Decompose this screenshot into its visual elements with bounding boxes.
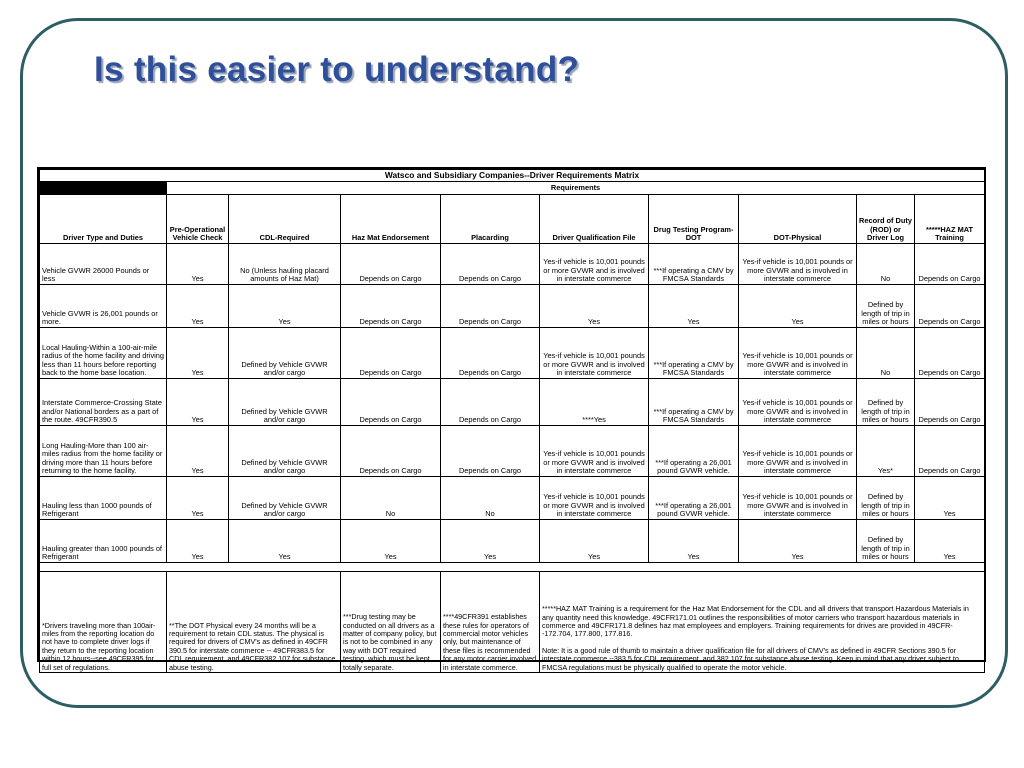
table-cell: Yes [649, 285, 739, 328]
table-cell: Yes [167, 477, 229, 520]
table-row [40, 379, 985, 426]
footnote-1: *Drivers traveling more than 100air-miles from the reporting location do not have to complete driver logs if they return to the reporting location within 12 hours--see 49CFR395 for full set of regulations. [40, 572, 167, 673]
table-cell: Yes-if vehicle is 10,001 pounds or more GVWR and is involved in interstate commerce [540, 244, 649, 285]
requirements-row [40, 182, 985, 195]
footnotes-row [40, 572, 985, 673]
table-cell: No [341, 477, 441, 520]
table-cell: Yes-if vehicle is 10,001 pounds or more GVWR and is involved in interstate commerce [540, 477, 649, 520]
table-cell: Yes [540, 285, 649, 328]
table-cell: Yes [341, 520, 441, 563]
table-cell: Yes [441, 520, 540, 563]
table-cell: Yes [540, 520, 649, 563]
table-row [40, 520, 985, 563]
table-cell: No [441, 477, 540, 520]
driver-requirements-matrix [37, 167, 986, 672]
table-cell: Depends on Cargo [341, 244, 441, 285]
driver-type-cell: Interstate Commerce-Crossing State and/or National borders as a part of the route. 49CFR390.5 [40, 379, 167, 426]
table-cell: Yes-if vehicle is 10,001 pounds or more GVWR and is involved in interstate commerce [540, 328, 649, 379]
table-cell: ***If operating a CMV by FMCSA Standards [649, 379, 739, 426]
spacer-row [40, 563, 985, 572]
table-cell: Defined by Vehicle GVWR and/or cargo [229, 426, 341, 477]
table-cell: Depends on Cargo [341, 426, 441, 477]
table-cell: ***If operating a 26,001 pound GVWR vehicle. [649, 477, 739, 520]
table-cell: Defined by length of trip in miles or hours [857, 477, 915, 520]
column-header: Haz Mat Endorsement [341, 195, 441, 244]
table-cell: Yes-if vehicle is 10,001 pounds or more GVWR and is involved in interstate commerce [739, 244, 857, 285]
table-cell: Yes [649, 520, 739, 563]
driver-type-cell: Vehicle GVWR is 26,001 pounds or more. [40, 285, 167, 328]
table-cell: Depends on Cargo [915, 285, 985, 328]
table-cell: Defined by Vehicle GVWR and/or cargo [229, 477, 341, 520]
footnote-5 [540, 572, 985, 673]
table-cell: Yes [229, 520, 341, 563]
table-cell: Yes [167, 520, 229, 563]
table-cell: ***If operating a CMV by FMCSA Standards [649, 244, 739, 285]
table-cell: Defined by Vehicle GVWR and/or cargo [229, 328, 341, 379]
table-cell: No (Unless hauling placard amounts of Haz Mat) [229, 244, 341, 285]
table-cell: Defined by Vehicle GVWR and/or cargo [229, 379, 341, 426]
table-cell: Defined by length of trip in miles or hours [857, 285, 915, 328]
table-cell: ****Yes [540, 379, 649, 426]
table-cell: Depends on Cargo [441, 328, 540, 379]
table-cell: Yes [739, 285, 857, 328]
table-cell: Yes [915, 477, 985, 520]
column-header: Driver Type and Duties [40, 195, 167, 244]
table-cell: Yes [167, 426, 229, 477]
column-header: Drug Testing Program-DOT [649, 195, 739, 244]
footnote-3: ***Drug testing may be conducted on all drivers as a matter of company policy, but is not to be combined in any way with DOT required testing, which must be kept totally separate. [341, 572, 441, 673]
qualification-file-note: Note: It is a good rule of thumb to maintain a driver qualification file for all drivers of CMV's as defined in 49CFR Sections 390.5 for interstate commerce --383.5 for CDL requirement, and 382.107 for substance abuse testing. Keep in mind that any driver subject to FMCSA regulations must be physically qualified to operate the motor vehicle. [542, 645, 959, 672]
slide-title: Is this easier to understand? [94, 50, 580, 89]
table-cell: Depends on Cargo [915, 426, 985, 477]
table-cell: Yes-if vehicle is 10,001 pounds or more GVWR and is involved in interstate commerce [540, 426, 649, 477]
table-row [40, 244, 985, 285]
black-header-block [40, 182, 167, 195]
driver-type-cell: Hauling greater than 1000 pounds of Refrigerant [40, 520, 167, 563]
driver-type-cell: Long Hauling-More than 100 air-miles radius from the home facility or driving more than 11 hours before returning to the home facility. [40, 426, 167, 477]
column-header: CDL-Required [229, 195, 341, 244]
table-cell: Yes [167, 328, 229, 379]
table-cell: Yes-if vehicle is 10,001 pounds or more GVWR and is involved in interstate commerce [739, 379, 857, 426]
matrix-title: Watsco and Subsidiary Companies--Driver Requirements Matrix [40, 170, 985, 182]
table-cell: No [857, 328, 915, 379]
table-cell: Yes [915, 520, 985, 563]
hazmat-training-note: *****HAZ MAT Training is a requirement for the Haz Mat Endorsement for the CDL and all drivers that transport Hazardous Materials in any quantity need this knowledge. 49CFR171.01 outlines the responsibilities of motor carriers who transport hazardous materials in commerce and 49CFR171.8 defines haz mat employees and employers. Training requirements for drives are provided in 49CFR--172.704, 177.800, 177.816. [542, 604, 969, 639]
table-cell: Depends on Cargo [915, 379, 985, 426]
table-cell: Depends on Cargo [915, 244, 985, 285]
driver-type-cell: Hauling less than 1000 pounds of Refrigerant [40, 477, 167, 520]
table-cell: ***If operating a 26,001 pound GVWR vehicle. [649, 426, 739, 477]
table-cell: Yes [229, 285, 341, 328]
table-cell: Depends on Cargo [915, 328, 985, 379]
table-row [40, 477, 985, 520]
table-cell: Defined by length of trip in miles or hours [857, 520, 915, 563]
table-row [40, 426, 985, 477]
column-header: *****HAZ MAT Training [915, 195, 985, 244]
table-cell: Depends on Cargo [341, 285, 441, 328]
spacer-cell [40, 563, 985, 572]
table-cell: No [857, 244, 915, 285]
driver-type-cell: Vehicle GVWR 26000 Pounds or less [40, 244, 167, 285]
table-cell: Yes [167, 379, 229, 426]
column-header: Driver Qualification File [540, 195, 649, 244]
column-header: DOT-Physical [739, 195, 857, 244]
matrix-table [39, 169, 985, 673]
footnote-2: **The DOT Physical every 24 months will be a requirement to retain CDL status. The physical is required for drivers of CMV's as defined in 49CFR 390.5 for interstate commerce -- 49CFR383.5 for CDL requirement, and 49CFR382.107 for substance abuse testing. [167, 572, 341, 673]
table-row [40, 328, 985, 379]
table-cell: Depends on Cargo [341, 379, 441, 426]
column-header-row [40, 195, 985, 244]
matrix-title-row [40, 170, 985, 182]
column-header: Placarding [441, 195, 540, 244]
table-cell: Yes [739, 520, 857, 563]
table-cell: Yes [167, 244, 229, 285]
column-header: Record of Duty (ROD) or Driver Log [857, 195, 915, 244]
column-header: Pre-Operational Vehicle Check [167, 195, 229, 244]
table-cell: Depends on Cargo [341, 328, 441, 379]
table-cell: Depends on Cargo [441, 244, 540, 285]
driver-type-cell: Local Hauling-Within a 100-air-mile radius of the home facility and driving less than 11 hours before reporting back to the home base location. [40, 328, 167, 379]
table-cell: Yes-if vehicle is 10,001 pounds or more GVWR and is involved in interstate commerce [739, 477, 857, 520]
table-cell: Defined by length of trip in miles or hours [857, 379, 915, 426]
requirements-label: Requirements [167, 182, 985, 195]
table-row [40, 285, 985, 328]
table-cell: Depends on Cargo [441, 426, 540, 477]
table-cell: ***If operating a CMV by FMCSA Standards [649, 328, 739, 379]
table-cell: Depends on Cargo [441, 379, 540, 426]
footnote-4: ****49CFR391 establishes these rules for operators of commercial motor vehicles only, but maintenance of these files is recommended for any motor carrier involved in interstate commerce. [441, 572, 540, 673]
table-cell: Depends on Cargo [441, 285, 540, 328]
table-cell: Yes-if vehicle is 10,001 pounds or more GVWR and is involved in interstate commerce [739, 426, 857, 477]
table-cell: Yes [167, 285, 229, 328]
table-cell: Yes* [857, 426, 915, 477]
table-cell: Yes-if vehicle is 10,001 pounds or more GVWR and is involved in interstate commerce [739, 328, 857, 379]
